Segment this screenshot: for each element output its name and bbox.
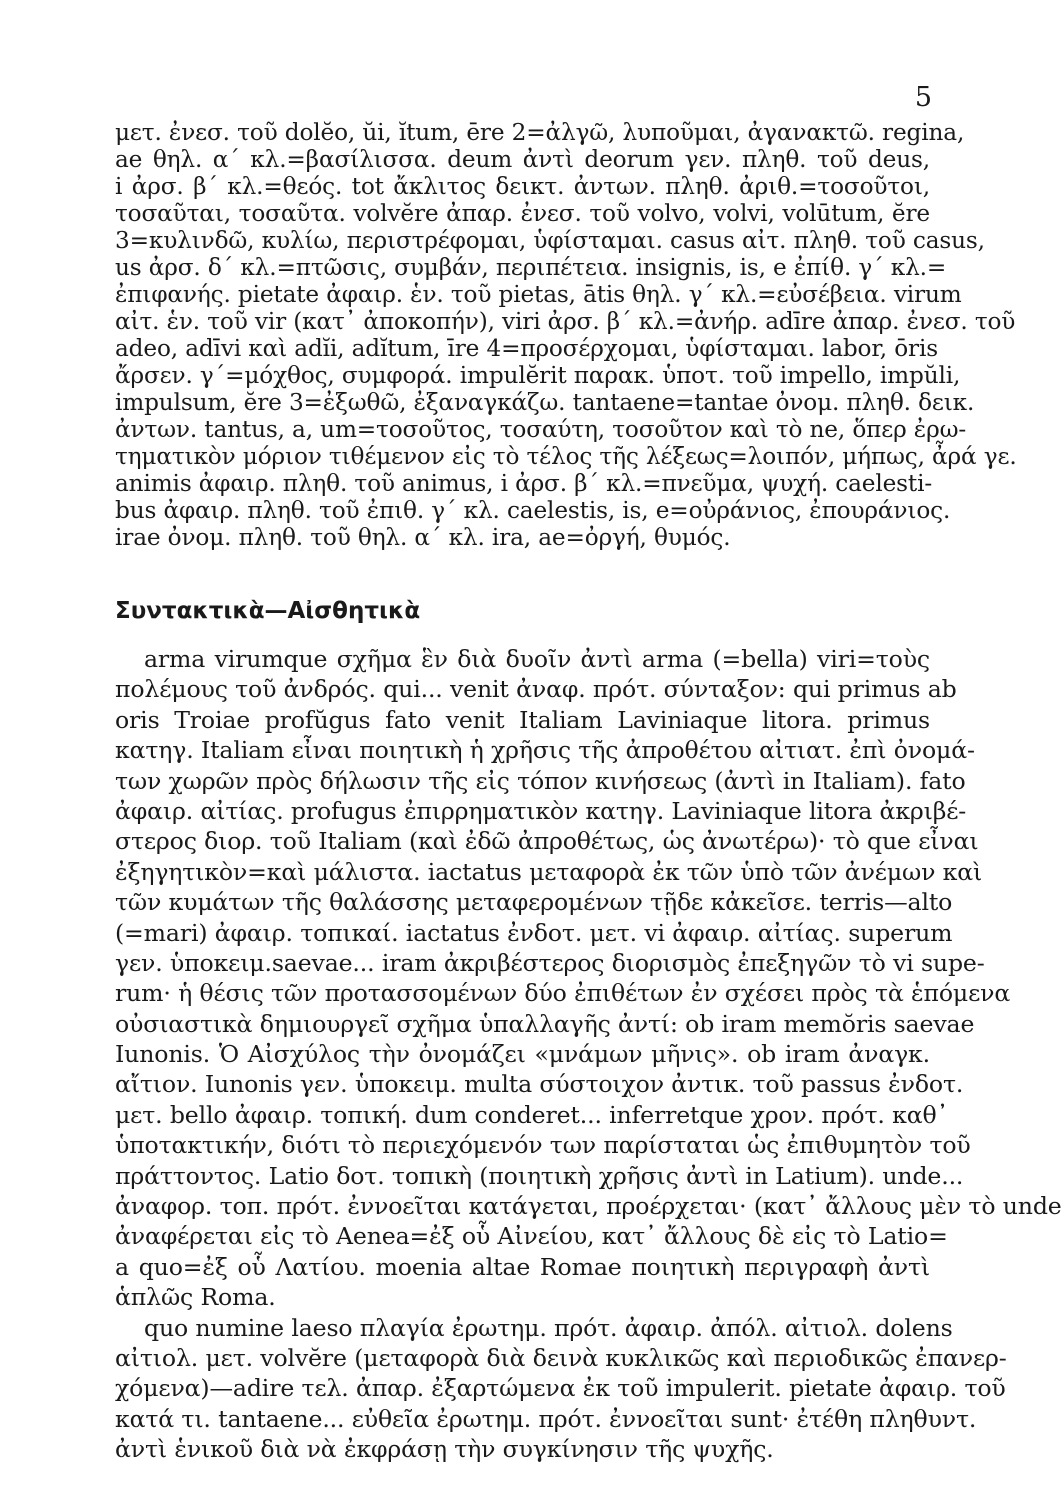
text-line: ἁπλῶς Roma. xyxy=(115,1283,276,1312)
text-line: μετ. bello ἀφαιρ. τοπική. dum conderet... inferretque χρον. πρότ. καθ᾽ xyxy=(115,1100,949,1129)
text-line: ἐξηγητικὸν=καὶ μάλιστα. iactatus μεταφορὰ ἐκ τῶν ὑπὸ τῶν ἀνέμων καὶ xyxy=(115,857,983,886)
text-line: quo numine laeso πλαγία ἐρωτημ. πρότ. ἀφαιρ. ἀπόλ. αἰτιολ. dolens xyxy=(144,1313,953,1342)
text-line: us ἀρσ. δ΄ κλ.=πτῶσις, συμβάν, περιπέτεια. insignis, is, e ἐπίθ. γ΄ κλ.= xyxy=(115,254,947,281)
text-line: bus ἀφαιρ. πληθ. τοῦ ἐπιθ. γ΄ κλ. caelestis, is, e=οὐράνιος, ἐπουράνιος. xyxy=(115,497,951,524)
text-line: μετ. ἐνεσ. τοῦ dolĕo, ŭi, ĭtum, ēre 2=ἀλγῶ, λυποῦμαι, ἀγανακτῶ. regina, xyxy=(115,119,965,146)
text-line: ἀναφέρεται εἰς τὸ Aenea=ἐξ οὗ Αἰνείου, κατ᾽ ἄλλους δὲ εἰς τὸ Latio= xyxy=(115,1222,948,1251)
text-line: ἀφαιρ. αἰτίας. profugus ἐπιρρηματικὸν κατηγ. Laviniaque litora ἀκριβέ- xyxy=(115,796,967,825)
text-line: ae θηλ. α΄ κλ.=βασίλισσα. deum ἀντὶ deorum γεν. πληθ. τοῦ deus, xyxy=(115,146,930,173)
text-line: κατά τι. tantaene... εὐθεῖα ἐρωτημ. πρότ. ἐννοεῖται sunt· ἐτέθη πληθυντ. xyxy=(115,1404,977,1433)
text-line: ἄρσεν. γ΄=μόχθος, συμφορά. impulĕrit παρακ. ὑποτ. τοῦ impello, impŭli, xyxy=(115,362,961,389)
text-line: των χωρῶν πρὸς δήλωσιν τῆς εἰς τόπον κινήσεως (ἀντὶ in Italiam). fato xyxy=(115,766,966,795)
text-line: oris Troiae profŭgus fato venit Italiam Laviniaque litora. primus xyxy=(115,705,930,734)
text-line: αἰτ. ἑν. τοῦ vir (κατ᾽ ἀποκοπήν), viri ἀρσ. β΄ κλ.=ἀνήρ. adīre ἀπαρ. ἐνεσ. τοῦ xyxy=(115,308,1016,335)
text-line: αἴτιον. Iunonis γεν. ὑποκειμ. multa σύστοιχον ἀντικ. τοῦ passus ἐνδοτ. xyxy=(115,1070,964,1099)
text-line: i ἀρσ. β΄ κλ.=θεός. tot ἄκλιτος δεικτ. ἀντων. πληθ. ἀριθ.=τοσοῦτοι, xyxy=(115,173,930,200)
text-line: χόμενα)—adire τελ. ἀπαρ. ἐξαρτώμενα ἐκ τοῦ impulerit. pietate ἀφαιρ. τοῦ xyxy=(115,1374,1006,1403)
text-line: πολέμους τοῦ ἀνδρός. qui... venit ἀναφ. πρότ. σύνταξον: qui primus ab xyxy=(115,675,957,704)
text-line: impulsum, ĕre 3=ἐξωθῶ, ἐξαναγκάζω. tantaene=tantae ὀνομ. πληθ. δεικ. xyxy=(115,389,975,416)
text-line: adeo, adīvi καὶ adĭi, adĭtum, īre 4=προσέρχομαι, ὑφίσταμαι. labor, ōris xyxy=(115,335,938,362)
text-line: τοσαῦται, τοσαῦτα. volvĕre ἀπαρ. ἐνεσ. τοῦ volvo, volvi, volūtum, ĕre xyxy=(115,200,930,227)
text-line: γεν. ὑποκειμ.saevae... iram ἀκριβέστερος διορισμὸς ἐπεξηγῶν τὸ vi supe- xyxy=(115,948,985,977)
text-line: 3=κυλινδῶ, κυλίω, περιστρέφομαι, ὑφίσταμαι. casus αἰτ. πληθ. τοῦ casus, xyxy=(115,227,985,254)
text-line: arma virumque σχῆμα ἓν διὰ δυοῖν ἀντὶ arma (=bella) viri=τοὺς xyxy=(144,645,930,673)
text-line: ἀναφορ. τοπ. πρότ. ἐννοεῖται κατάγεται, προέρχεται· (κατ᾽ ἄλλους μὲν τὸ unde xyxy=(115,1192,1062,1221)
text-line: Iunonis. Ὁ Αἰσχύλος τὴν ὀνομάζει «μνάμων μῆνις». ob iram ἀναγκ. xyxy=(115,1040,930,1069)
text-line: τῶν κυμάτων τῆς θαλάσσης μεταφερομένων τῇδε κἀκεῖσε. terris—alto xyxy=(115,888,953,917)
vocabulary-notes xyxy=(115,119,1017,551)
text-line: οὐσιαστικὰ δημιουργεῖ σχῆμα ὑπαλλαγῆς ἀντί: ob iram memŏris saevae xyxy=(115,1009,975,1038)
text-line: rum· ἡ θέσις τῶν προτασσομένων δύο ἐπιθέτων ἐν σχέσει πρὸς τὰ ἑπόμενα xyxy=(115,979,1011,1008)
syntax-notes xyxy=(115,644,1062,1465)
text-line: αἰτιολ. μετ. volvĕre (μεταφορὰ διὰ δεινὰ κυκλικῶς καὶ περιοδικῶς ἐπανερ- xyxy=(115,1343,1007,1372)
text-line: τηματικὸν μόριον τιθέμενον εἰς τὸ τέλος τῆς λέξεως=λοιπόν, μήπως, ἆρά γε. xyxy=(115,443,1017,470)
text-line: πράττοντος. Latio δοτ. τοπικὴ (ποιητικὴ χρῆσις ἀντὶ in Latium). unde... xyxy=(115,1161,964,1190)
text-line: a quo=ἐξ οὗ Λατίου. moenia altae Romae ποιητικὴ περιγραφὴ ἀντὶ xyxy=(115,1252,930,1281)
text-line: ἀντων. tantus, a, um=τοσοῦτος, τοσαύτη, τοσοῦτον καὶ τὸ ne, ὅπερ ἐρω- xyxy=(115,416,967,443)
text-line: irae ὀνομ. πληθ. τοῦ θηλ. α΄ κλ. ira, ae=ὀργή, θυμός. xyxy=(115,524,731,551)
text-line: animis ἀφαιρ. πληθ. τοῦ animus, i ἀρσ. β΄ κλ.=πνεῦμα, ψυχή. caelesti- xyxy=(115,470,933,497)
text-line: ἀντὶ ἑνικοῦ διὰ νὰ ἐκφράσῃ τὴν συγκίνησιν τῆς ψυχῆς. xyxy=(115,1435,774,1464)
text-line: στερος διορ. τοῦ Italiam (καὶ ἐδῶ ἀπροθέτως, ὡς ἀνωτέρω)· τὸ que εἶναι xyxy=(115,827,979,856)
page-number: 5 xyxy=(914,82,932,113)
text-line: κατηγ. Italiam εἶναι ποιητικὴ ἡ χρῆσις τῆς ἀπροθέτου αἰτιατ. ἐπὶ ὀνομά- xyxy=(115,736,975,765)
section-heading: Συντακτικὰ—Αἰσθητικὰ xyxy=(115,598,421,624)
text-line: (=mari) ἀφαιρ. τοπικαί. iactatus ἐνδοτ. μετ. vi ἀφαιρ. αἰτίας. superum xyxy=(115,918,953,947)
text-line: ὑποτακτικήν, διότι τὸ περιεχόμενόν των παρίσταται ὡς ἐπιθυμητὸν τοῦ xyxy=(115,1131,971,1160)
text-line: ἐπιφανής. pietate ἀφαιρ. ἑν. τοῦ pietas, ātis θηλ. γ΄ κλ.=εὐσέβεια. virum xyxy=(115,281,962,308)
